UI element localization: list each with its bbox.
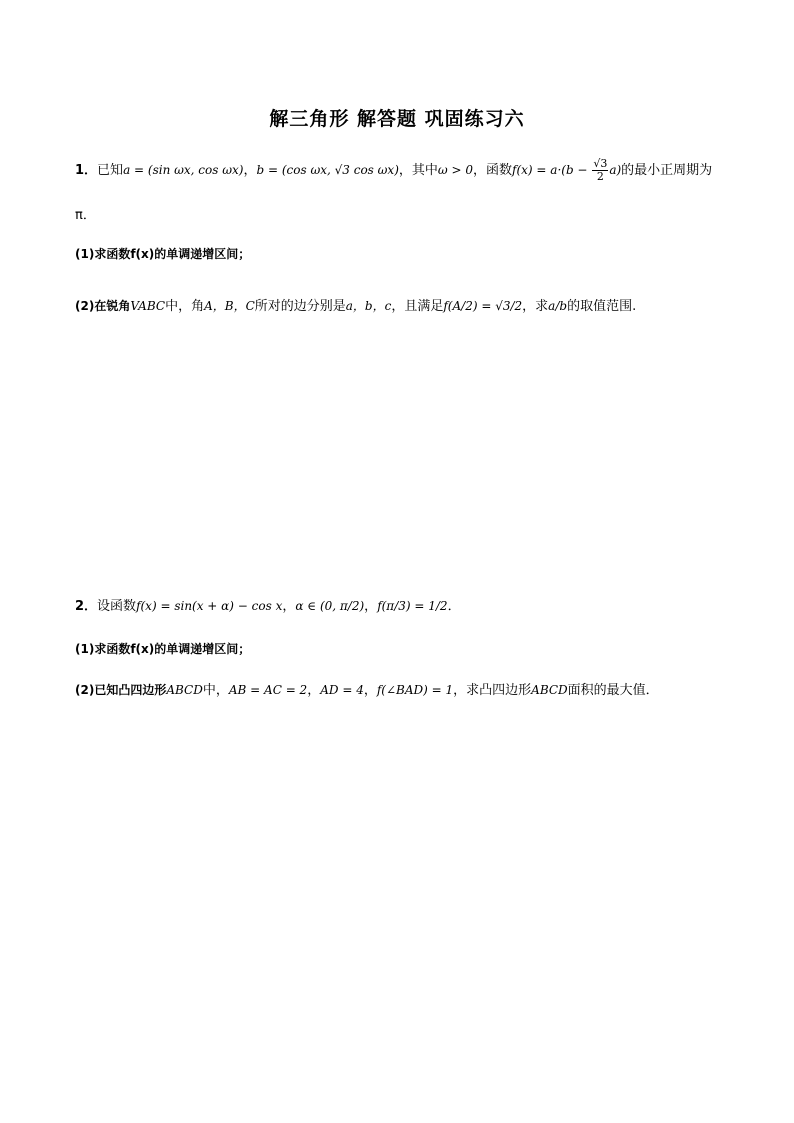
question-1-number: 1．	[75, 163, 98, 178]
ad-equals-4: AD = 4	[320, 683, 364, 697]
function-f-definition: f(x) = a·(b −	[512, 163, 592, 177]
question-2-part-2	[75, 680, 659, 701]
question-2-line-1	[75, 596, 461, 617]
condition-f-a-half: f(A/2) = √3/2	[443, 299, 523, 313]
q1-part2-text-4: ，求	[522, 299, 549, 314]
sides-abc: a，b，c	[345, 299, 392, 313]
q2-part2-end: 面积的最大值．	[567, 683, 659, 698]
q2-text-function: 设函数	[97, 599, 137, 614]
function-f-end: a)	[609, 163, 622, 177]
vector-b-definition: b = (cos ωx, √3 cos ωx)	[256, 163, 399, 177]
q2-end: ．	[447, 599, 461, 614]
q2-comma-4: ，	[363, 683, 377, 698]
q2-comma-2: ，	[364, 599, 378, 614]
ab-equals-ac: AB = AC = 2	[228, 683, 308, 697]
condition-f-pi-third: f(π/3) = 1/2	[377, 599, 448, 613]
question-1-part-1: (1)求函数f(x)的单调递增区间；	[75, 247, 251, 261]
ratio-a-over-b: a/b	[548, 299, 568, 313]
angles-abc: A，B，C	[204, 299, 255, 313]
question-2-part-1: (1)求函数f(x)的单调递增区间；	[75, 642, 251, 656]
question-1-part-2	[75, 296, 636, 317]
sqrt3-over-2-fraction	[592, 158, 608, 183]
q2-part2-text-2: ，求凸四边形	[453, 683, 532, 698]
fraction-numerator: √3	[593, 157, 608, 170]
page-title: 解三角形 解答题 巩固练习六	[269, 108, 525, 130]
q2-comma-1: ，	[282, 599, 296, 614]
q1-comma: ，	[243, 163, 257, 178]
f-angle-bad: f(∠BAD) = 1	[376, 683, 454, 697]
question-1-line-2: π．	[75, 208, 96, 223]
q2-part2-text-1: 中，	[202, 683, 229, 698]
q1-part2-text-2: 所对的边分别是	[254, 299, 346, 314]
question-1-line-1	[75, 158, 712, 183]
q2-comma-3: ，	[307, 683, 321, 698]
alpha-range: α ∈ (0, π/2)	[295, 599, 365, 613]
question-2-number: 2．	[75, 599, 98, 614]
omega-condition: ω > 0	[437, 163, 474, 177]
vector-a-definition: a = (sin ωx, cos ωx)	[123, 163, 244, 177]
q1-part2-end: 的取值范围.	[567, 299, 637, 314]
quadrilateral-abcd: ABCD	[166, 683, 203, 697]
q1-text-period: 的最小正周期为	[621, 163, 713, 178]
q1-text-function: ，函数	[473, 163, 513, 178]
q1-part2-text-1: 中，角	[165, 299, 205, 314]
q1-text-known: 已知	[97, 163, 124, 178]
q1-part2-prefix: (2)在锐角	[75, 299, 131, 313]
q1-text-where: ，其中	[398, 163, 438, 178]
q1-part2-text-3: ，且满足	[391, 299, 444, 314]
fraction-denominator: 2	[596, 170, 604, 183]
q2-part2-prefix: (2)已知凸四边形	[75, 683, 167, 697]
function-f-definition-2: f(x) = sin(x + α) − cos x	[136, 599, 283, 613]
triangle-abc: VABC	[130, 299, 166, 313]
quadrilateral-abcd-2: ABCD	[531, 683, 568, 697]
